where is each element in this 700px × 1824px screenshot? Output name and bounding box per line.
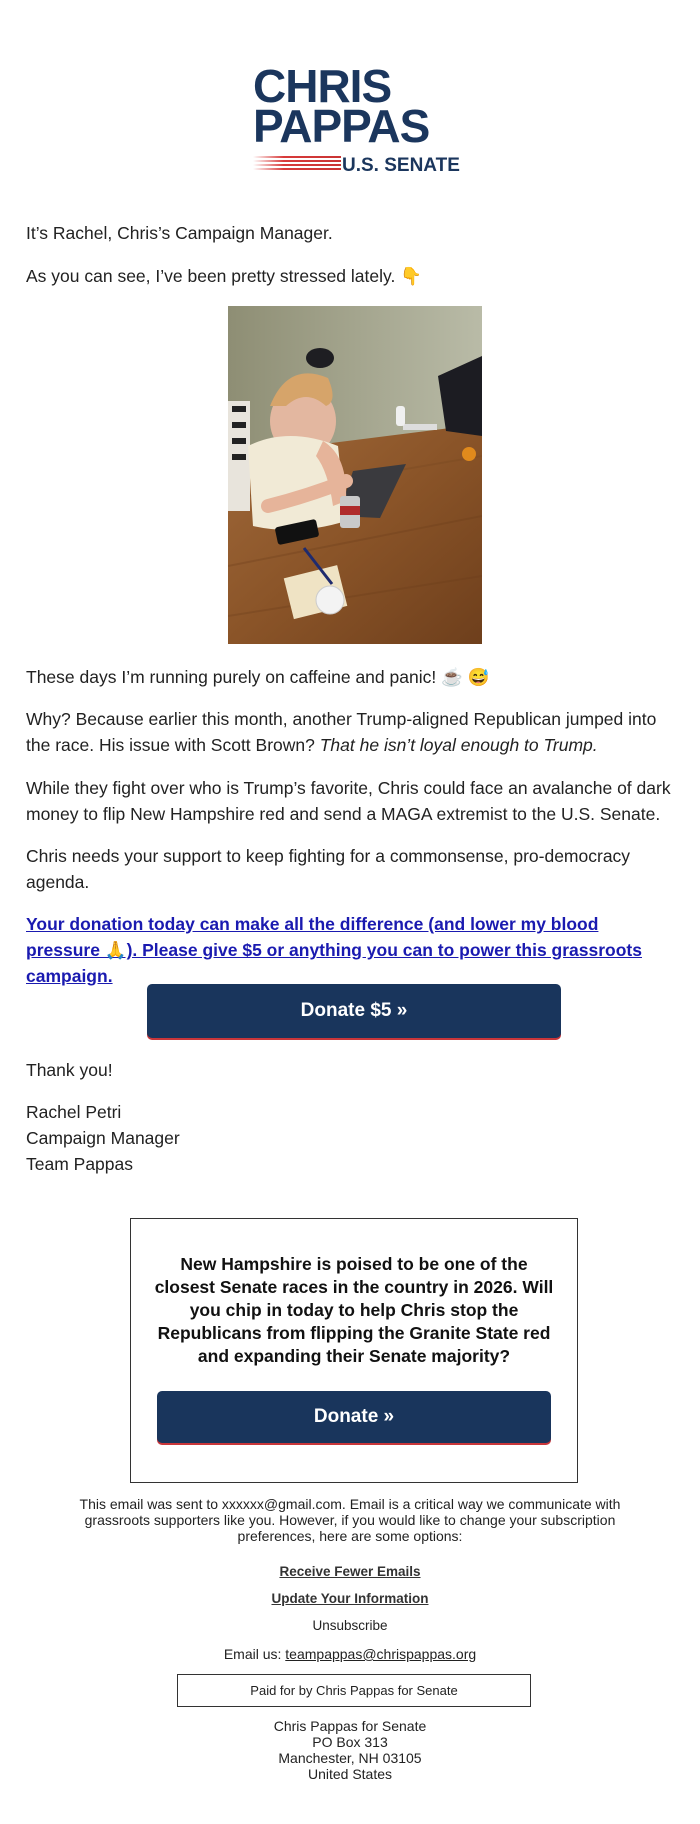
unsubscribe-link[interactable]: Unsubscribe [312,1618,388,1633]
paragraph-stressed: As you can see, I’ve been pretty stressed lately. 👇 [26,266,422,286]
donate-button[interactable]: Donate » [157,1391,551,1443]
footer-fewer-emails[interactable] [60,1563,640,1580]
update-information-link[interactable]: Update Your Information [271,1591,429,1606]
thank-you-text: Thank you! [26,1060,113,1080]
logo-stripes [253,156,341,174]
donation-cta-link[interactable] [26,911,676,989]
logo-line1: CHRIS [253,60,392,112]
paragraph-support: Chris needs your support to keep fighting for a commonsense, pro-democracy agenda. [26,846,631,892]
footer-notice: This email was sent to xxxxxx@gmail.com. Email is a critical way we communicate with grassroots supporters like you. However, if you would like to change your subscription preferences, here are some options: [79,1496,621,1544]
photo-stressed-manager [228,306,482,644]
logo-subtitle: U.S. SENATE [342,155,460,176]
address-city: Manchester, NH 03105 [278,1750,422,1766]
paid-for-disclaimer: Paid for by Chris Pappas for Senate [177,1674,531,1707]
signature-team: Team Pappas [26,1154,134,1174]
logo-line2: PAPPAS [253,100,430,152]
signature-title: Campaign Manager [26,1128,180,1148]
email-link[interactable]: teampappas@chrispappas.org [285,1646,477,1662]
email-us-label: Email us: [223,1646,286,1662]
appeal-box [130,1218,578,1483]
paragraph-intro: It’s Rachel, Chris’s Campaign Manager. [26,223,333,243]
receive-fewer-emails-link[interactable]: Receive Fewer Emails [279,1564,421,1579]
footer-update-info[interactable] [60,1590,640,1607]
footer-address [60,1718,640,1782]
signature [26,1099,676,1177]
address-country: United States [307,1766,393,1782]
donation-cta-text[interactable]: Your donation today can make all the difference (and lower my blood pressure 🙏). Please give $5 or anything you can to power this grassroots campaign. [26,914,642,986]
appeal-question: New Hampshire is poised to be one of the closest Senate races in the country in 2026. Will you chip in today to help Chris stop the Republicans from flipping the Granite State red and expanding their Senate majority? [154,1254,554,1366]
address-pobox: PO Box 313 [312,1734,388,1750]
address-org: Chris Pappas for Senate [273,1718,427,1734]
paragraph-why-text: Why? Because earlier this month, another Trump-aligned Republican jumped into the race. His issue with Scott Brown? [26,709,657,755]
signature-name: Rachel Petri [26,1102,122,1122]
paragraph-why-italic: That he isn’t loyal enough to Trump. [319,735,598,755]
donate-5-button[interactable]: Donate $5 » [147,984,561,1038]
campaign-logo [0,0,700,176]
paragraph-why [26,706,676,758]
paragraph-fight: While they fight over who is Trump’s favorite, Chris could face an avalanche of dark money to flip New Hampshire red and send a MAGA extremist to the U.S. Senate. [26,778,671,824]
footer-email-line [60,1646,640,1662]
paragraph-caffeine: These days I’m running purely on caffeine and panic! ☕ 😅 [26,667,490,687]
